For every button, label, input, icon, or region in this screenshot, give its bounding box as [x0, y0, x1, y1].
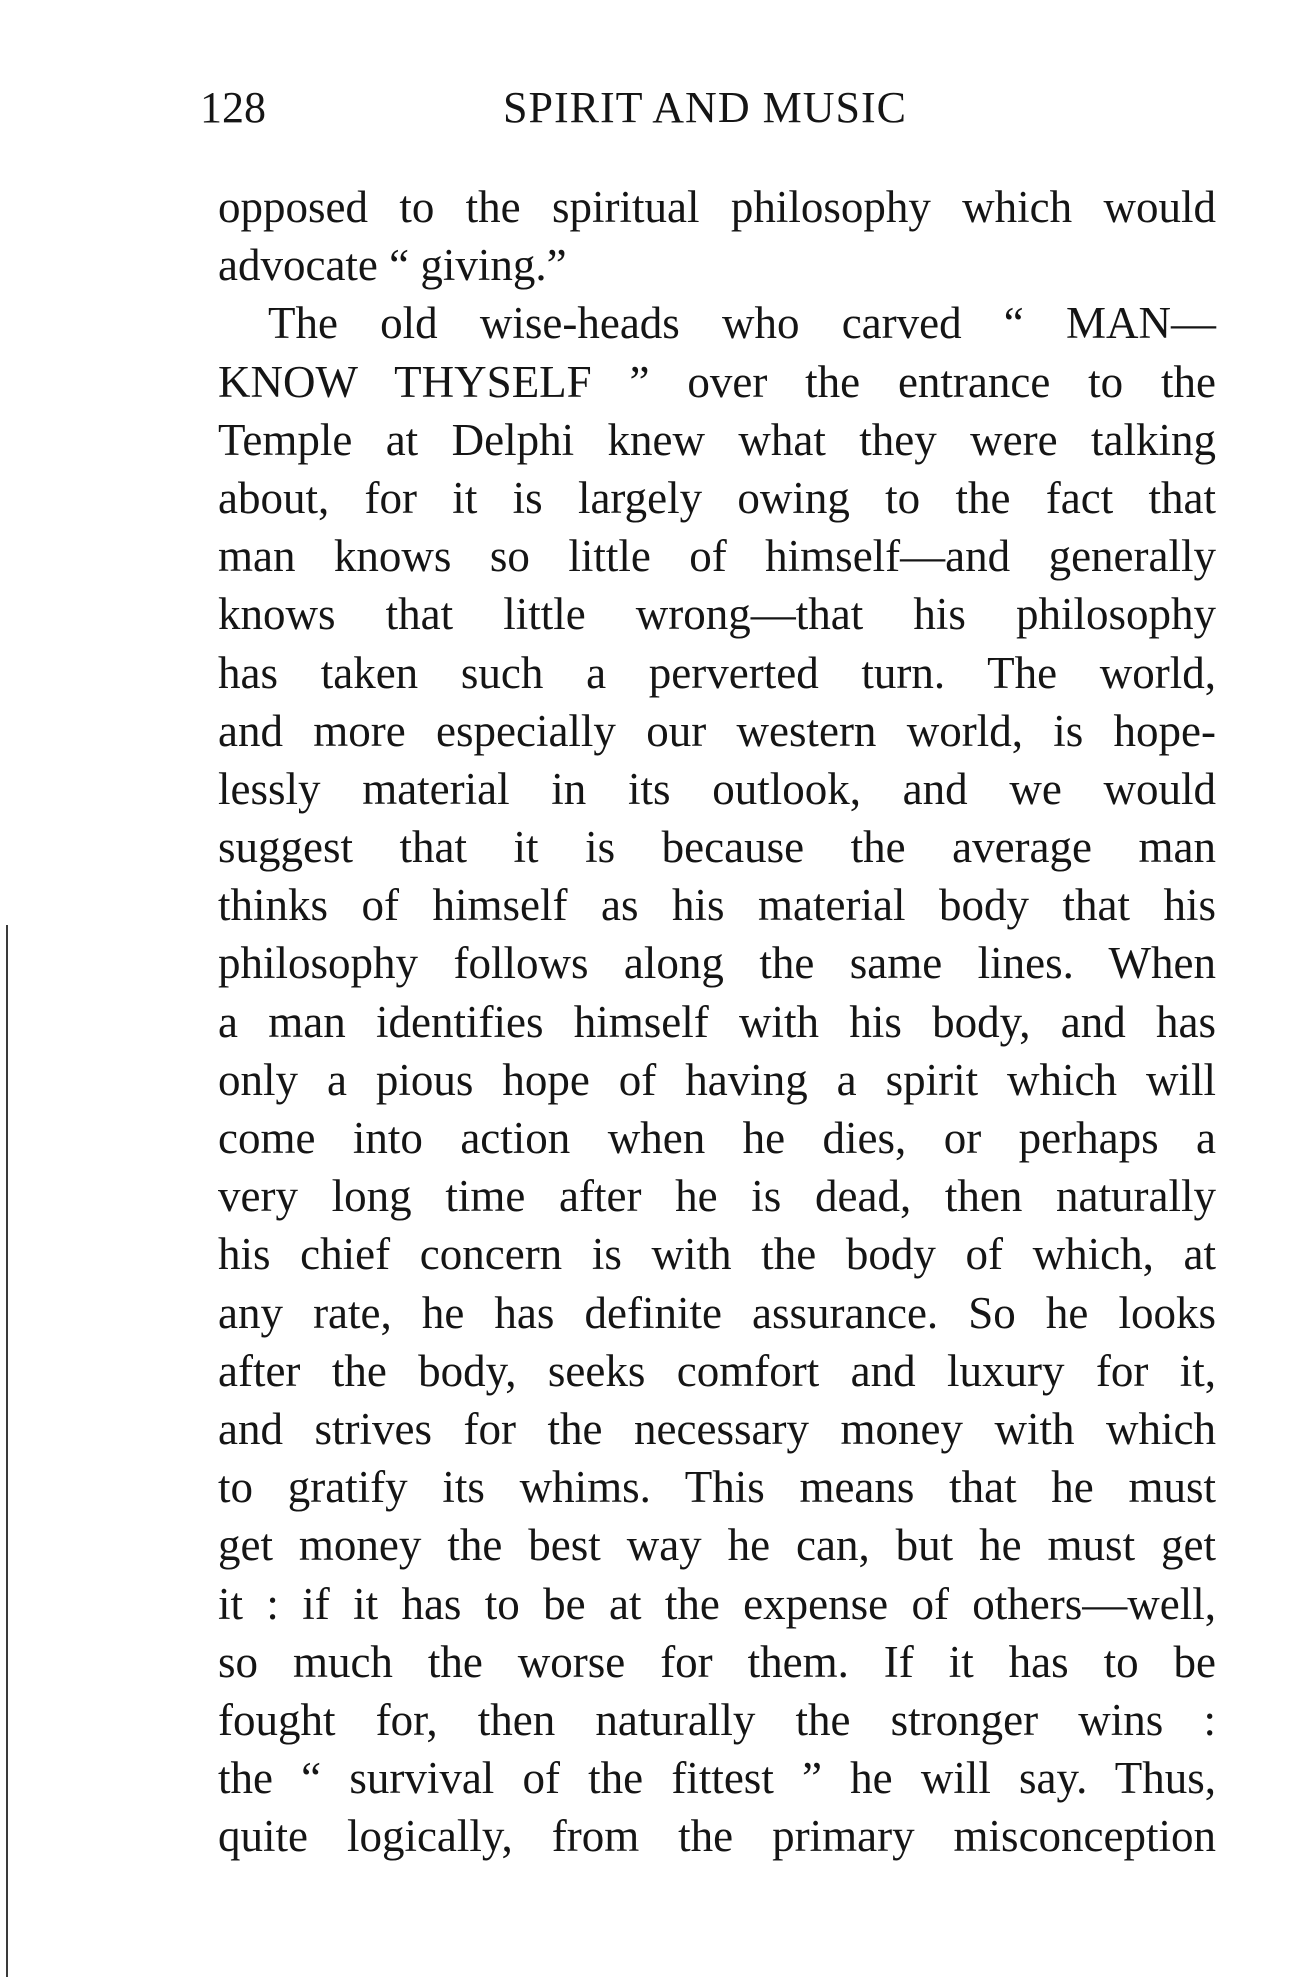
- text-line: KNOW THYSELF ” over the entrance to the: [218, 356, 1216, 407]
- text-line: has taken such a perverted turn. The world,: [218, 647, 1216, 698]
- running-title: SPIRIT AND MUSIC: [503, 83, 907, 132]
- text-line: come into action when he dies, or perhaps a: [218, 1113, 1216, 1163]
- text-line: opposed to the spiritual philosophy which would: [218, 182, 1216, 232]
- text-line: after the body, seeks comfort and luxury for it,: [218, 1345, 1216, 1396]
- text-line: suggest that it is because the average man: [218, 822, 1216, 873]
- text-line: thinks of himself as his material body that his: [218, 880, 1216, 931]
- text-line: and more especially our western world, is hope-: [218, 705, 1216, 756]
- text-line: The old wise-heads who carved “ MAN—: [268, 298, 1216, 349]
- page-number: 128: [200, 83, 266, 132]
- text-line: to gratify its whims. This means that he must: [218, 1462, 1216, 1513]
- page-header: [200, 78, 1210, 138]
- text-line: it : if it has to be at the expense of others—well,: [218, 1578, 1216, 1629]
- text-line: a man identifies himself with his body, and has: [218, 996, 1216, 1047]
- text-line: about, for it is largely owing to the fact that: [218, 472, 1216, 523]
- text-line: so much the worse for them. If it has to be: [218, 1636, 1216, 1687]
- page-edge-line: [6, 925, 8, 1977]
- text-line: advocate “ giving.”: [218, 240, 567, 291]
- text-line: his chief concern is with the body of which, at: [218, 1229, 1216, 1280]
- text-line: very long time after he is dead, then naturally: [218, 1171, 1216, 1222]
- text-line: Temple at Delphi knew what they were talking: [218, 414, 1216, 465]
- text-line: only a pious hope of having a spirit which will: [218, 1054, 1216, 1105]
- text-line: get money the best way he can, but he must get: [218, 1520, 1216, 1571]
- text-line: the “ survival of the fittest ” he will say. Thus,: [218, 1753, 1216, 1804]
- text-line: fought for, then naturally the stronger wins :: [218, 1694, 1216, 1745]
- text-line: lessly material in its outlook, and we would: [218, 763, 1216, 814]
- text-line: and strives for the necessary money with which: [218, 1403, 1216, 1454]
- text-line: quite logically, from the primary misconception: [218, 1811, 1216, 1862]
- text-line: knows that little wrong—that his philosophy: [218, 589, 1216, 640]
- body-text: [218, 178, 1216, 1865]
- text-line: any rate, he has definite assurance. So he looks: [218, 1287, 1216, 1338]
- text-line: philosophy follows along the same lines. When: [218, 938, 1216, 989]
- text-line: man knows so little of himself—and generally: [218, 531, 1216, 582]
